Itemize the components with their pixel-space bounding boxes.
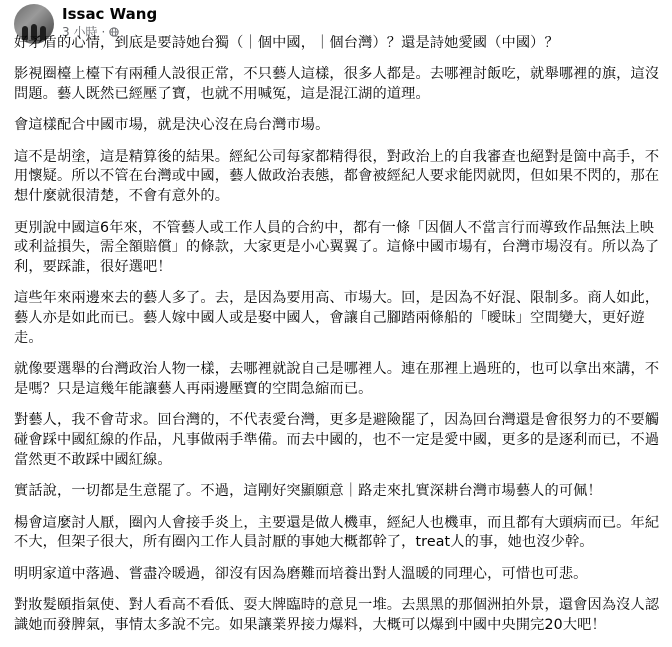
- post-paragraph: 對妝髮頤指氣使、對人看高不看低、耍大牌臨時的意見一堆。去黑黑的那個洲拍外景，還會因為沒人認識她而發脾氣，事情太多說不完。如果讓業界接力爆料，大概可以爆到中國中央開完20大吧！: [14, 597, 660, 633]
- post-body: [14, 34, 662, 647]
- post-time[interactable]: 3 小時: [62, 25, 98, 39]
- post-paragraph: 明明家道中落過、嘗盡冷暖過，卻沒有因為磨難而培養出對人溫暖的同理心，可惜也可悲。: [14, 565, 588, 582]
- post-paragraph: 實話說，一切都是生意罷了。不過，這剛好突顯願意｜路走來扎實深耕台灣市場藝人的可佩！: [14, 483, 602, 500]
- post-paragraph: 就像要選舉的台灣政治人物一樣，去哪裡就說自己是哪裡人。連在那裡上過班的，也可以拿出來講，不是嗎？只是這幾年能讓藝人再兩邊壓寶的空間急縮而已。: [14, 361, 660, 398]
- post-paragraph: 這些年來兩邊來去的藝人多了。去，是因為要用高、市場大。回，是因為不好混、限制多。商人如此，藝人亦是如此而已。藝人嫁中國人或是娶中國人，會讓自己腳踏兩條船的「曖昧」空間變大，更好遊走。: [14, 290, 660, 347]
- separator-dot: ·: [101, 25, 106, 39]
- author-name[interactable]: Issac Wang: [62, 5, 158, 23]
- post-paragraph: 這不是胡塗，這是精算後的結果。經紀公司每家都精得很，對政治上的自我審查也絕對是箇中高手，不用懷疑。所以不管在台灣或中國，藝人做政治表態，都會被經紀人要求能閃就閃，但如果不閃的，那在想什麼就很清楚，不會有意外的。: [14, 148, 660, 205]
- post-paragraph: 更別說中國這6年來，不管藝人或工作人員的合約中，都有一條「因個人不當言行而導致作品無法上映或利益損失，需全額賠償」的條款，大家更是小心翼翼了。這條中國市場有，台灣市場沒有。所以為了利，要踩誰，很好選吧！: [14, 219, 660, 276]
- post-paragraph: 影視圈檯上檯下有兩種人設很正常，不只藝人這樣，很多人都是。去哪裡討飯吃，就舉哪裡的旗，這沒問題。藝人既然已經壓了寶，也就不用喊冤，這是混江湖的道理。: [14, 66, 660, 103]
- post-paragraph: 好矛盾的心情，到底是要詩她台獨（｜個中國，｜個台灣）？還是詩她愛國（中國）？: [14, 35, 559, 51]
- post-paragraph: 楊會這麼討人厭，圈內人會接手炎上，主要還是做人機車，經紀人也機車，而且都有大頭病而已。年紀不大，但架子很大，所有圈內工作人員討厭的事她大概都幹了，treat人的事，她也沒少幹。: [14, 514, 660, 551]
- post-paragraph: 對藝人，我不會苛求。回台灣的，不代表愛台灣，更多是避險罷了，因為回台灣還是會很努力的不要觸碰會踩中國紅線的作品，凡事做兩手準備。而去中國的，也不一定是愛中國，更多的是逐利而已，不過當然更不敢踩中國紅線。: [14, 412, 660, 469]
- post-paragraph: 會這樣配合中國市場，就是決心沒在烏台灣市場。: [14, 117, 330, 134]
